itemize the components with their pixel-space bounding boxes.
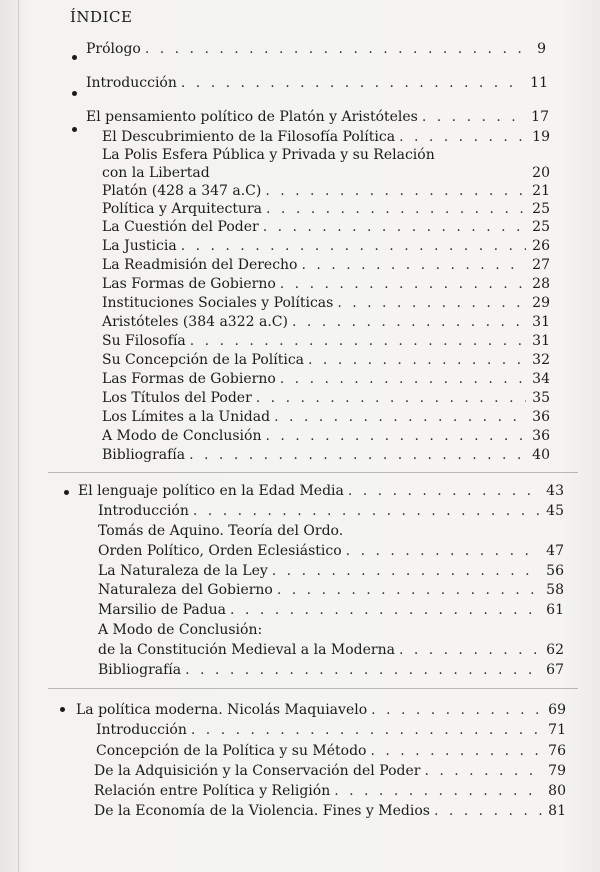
entry-page: 40 bbox=[532, 447, 550, 463]
entry-title: Prólogo bbox=[86, 41, 141, 57]
toc-subentry[interactable]: La Polis Esfera Pública y Privada y su Relación bbox=[102, 147, 435, 163]
toc-subentry[interactable] bbox=[102, 164, 550, 182]
entry-page: 34 bbox=[532, 371, 550, 387]
entry-title: De la Adquisición y la Conservación del Poder bbox=[94, 763, 421, 779]
bullet-icon bbox=[72, 127, 77, 132]
dot-leader bbox=[434, 802, 542, 820]
entry-title: Marsilio de Padua bbox=[98, 602, 227, 618]
entry-page: 45 bbox=[546, 503, 564, 519]
bullet-icon bbox=[60, 707, 65, 712]
dot-leader bbox=[399, 641, 540, 659]
toc-subentry[interactable] bbox=[96, 721, 566, 739]
toc-entry-introduccion[interactable] bbox=[86, 74, 548, 92]
toc-subentry[interactable] bbox=[98, 542, 564, 560]
entry-title: Aristóteles (384 a322 a.C) bbox=[102, 314, 288, 330]
toc-subentry[interactable] bbox=[98, 502, 564, 520]
entry-page: 36 bbox=[532, 428, 550, 444]
toc-subentry[interactable] bbox=[98, 661, 564, 679]
toc-subentry[interactable] bbox=[94, 802, 566, 820]
entry-page: 79 bbox=[548, 763, 566, 779]
entry-page: 17 bbox=[531, 109, 549, 125]
toc-subentry[interactable] bbox=[102, 294, 550, 312]
dot-leader bbox=[280, 275, 526, 293]
entry-page: 47 bbox=[546, 543, 564, 559]
entry-title: Introducción bbox=[86, 75, 177, 91]
dot-leader bbox=[424, 762, 542, 780]
entry-title: Naturaleza del Gobierno bbox=[98, 582, 273, 598]
dot-leader bbox=[337, 294, 526, 312]
toc-subentry[interactable]: Tomás de Aquino. Teoría del Ordo. bbox=[98, 523, 344, 539]
bullet-icon bbox=[64, 490, 69, 495]
entry-title: Orden Político, Orden Eclesiástico bbox=[98, 543, 342, 559]
entry-page: 20 bbox=[532, 165, 550, 181]
toc-subentry[interactable] bbox=[102, 313, 550, 331]
entry-title: Instituciones Sociales y Políticas bbox=[102, 295, 334, 311]
dot-leader bbox=[334, 782, 542, 800]
dot-leader bbox=[256, 389, 526, 407]
dot-leader bbox=[346, 542, 540, 560]
entry-page: 61 bbox=[546, 602, 564, 618]
entry-title: Concepción de la Política y su Método bbox=[96, 743, 367, 759]
entry-page: 11 bbox=[530, 75, 548, 91]
entry-title: El pensamiento político de Platón y Aristóteles bbox=[86, 109, 418, 125]
entry-title: Introducción bbox=[98, 503, 189, 519]
entry-page: 28 bbox=[532, 276, 550, 292]
entry-page: 31 bbox=[532, 333, 550, 349]
dot-leader bbox=[274, 408, 526, 426]
toc-subentry[interactable] bbox=[98, 581, 564, 599]
toc-subentry[interactable] bbox=[94, 782, 566, 800]
toc-subentry[interactable] bbox=[102, 408, 550, 426]
dot-leader bbox=[266, 200, 526, 218]
section-divider bbox=[48, 472, 578, 473]
toc-subentry[interactable] bbox=[102, 427, 550, 445]
entry-page: 32 bbox=[532, 352, 550, 368]
entry-title: La Naturaleza de la Ley bbox=[98, 563, 268, 579]
entry-page: 25 bbox=[532, 201, 550, 217]
entry-page: 69 bbox=[548, 702, 566, 718]
entry-page: 21 bbox=[532, 183, 550, 199]
dot-leader bbox=[371, 701, 542, 719]
entry-page: 25 bbox=[532, 219, 550, 235]
toc-subentry[interactable] bbox=[102, 237, 550, 255]
dot-leader bbox=[370, 742, 542, 760]
toc-subentry[interactable] bbox=[102, 446, 550, 464]
toc-subentry[interactable] bbox=[102, 200, 550, 218]
toc-subentry[interactable] bbox=[102, 332, 550, 350]
bullet-icon bbox=[72, 55, 77, 60]
entry-title: El lenguaje político en la Edad Media bbox=[78, 483, 344, 499]
dot-leader bbox=[272, 562, 540, 580]
entry-title: La Readmisión del Derecho bbox=[102, 257, 298, 273]
dot-leader bbox=[348, 482, 540, 500]
page-binding-edge bbox=[18, 0, 19, 872]
entry-title: Política y Arquitectura bbox=[102, 201, 263, 217]
toc-entry-platon-aristoteles[interactable] bbox=[86, 108, 549, 126]
dot-leader bbox=[422, 108, 525, 126]
toc-subentry[interactable] bbox=[102, 256, 550, 274]
toc-subentry[interactable] bbox=[102, 389, 550, 407]
dot-leader bbox=[265, 182, 526, 200]
entry-title: La política moderna. Nicolás Maquiavelo bbox=[76, 702, 368, 718]
dot-leader bbox=[399, 128, 526, 146]
entry-title: Relación entre Política y Religión bbox=[94, 783, 331, 799]
entry-title: El Descubrimiento de la Filosofía Política bbox=[102, 129, 396, 145]
dot-leader bbox=[277, 581, 540, 599]
toc-subentry[interactable] bbox=[98, 601, 564, 619]
entry-page: 9 bbox=[537, 41, 546, 57]
entry-page: 62 bbox=[546, 642, 564, 658]
toc-subentry[interactable] bbox=[94, 762, 566, 780]
entry-page: 76 bbox=[548, 743, 566, 759]
toc-entry-prologo[interactable] bbox=[86, 40, 546, 58]
dot-leader bbox=[185, 661, 540, 679]
entry-title: La Justicia bbox=[102, 238, 177, 254]
dot-leader bbox=[230, 601, 540, 619]
dot-leader bbox=[308, 351, 526, 369]
entry-title: Su Filosofía bbox=[102, 333, 186, 349]
dot-leader bbox=[191, 721, 542, 739]
dot-leader bbox=[145, 40, 522, 58]
entry-page: 31 bbox=[532, 314, 550, 330]
toc-entry-edad-media[interactable] bbox=[78, 482, 564, 500]
entry-title: La Cuestión del Poder bbox=[102, 219, 259, 235]
toc-subentry[interactable] bbox=[96, 742, 566, 760]
entry-page: 26 bbox=[532, 238, 550, 254]
toc-entry-maquiavelo[interactable] bbox=[76, 701, 566, 719]
entry-title: Las Formas de Gobierno bbox=[102, 276, 276, 292]
dot-leader bbox=[302, 256, 527, 274]
toc-heading: ÍNDICE bbox=[70, 8, 133, 26]
entry-page: 19 bbox=[532, 129, 550, 145]
entry-title: Bibliografía bbox=[98, 662, 182, 678]
toc-subentry[interactable] bbox=[102, 182, 550, 200]
dot-leader bbox=[265, 427, 526, 445]
dot-leader bbox=[189, 446, 526, 464]
toc-subentry[interactable] bbox=[102, 218, 550, 236]
entry-page: 43 bbox=[546, 483, 564, 499]
entry-title: Platón (428 a 347 a.C) bbox=[102, 183, 262, 199]
toc-subentry[interactable] bbox=[102, 370, 550, 388]
toc-subentry[interactable] bbox=[102, 351, 550, 369]
dot-leader bbox=[181, 237, 526, 255]
entry-page: 35 bbox=[532, 390, 550, 406]
entry-title: A Modo de Conclusión bbox=[102, 428, 262, 444]
dot-leader bbox=[193, 502, 540, 520]
toc-subentry[interactable]: A Modo de Conclusión: bbox=[98, 622, 263, 638]
entry-page: 27 bbox=[532, 257, 550, 273]
entry-title: Los Límites a la Unidad bbox=[102, 409, 271, 425]
entry-page: 29 bbox=[532, 295, 550, 311]
entry-title: Su Concepción de la Política bbox=[102, 352, 305, 368]
entry-page: 81 bbox=[548, 803, 566, 819]
entry-title: Bibliografía bbox=[102, 447, 186, 463]
dot-leader bbox=[280, 370, 526, 388]
toc-subentry[interactable] bbox=[98, 562, 564, 580]
entry-title: De la Economía de la Violencia. Fines y Medios bbox=[94, 803, 430, 819]
entry-page: 56 bbox=[546, 563, 564, 579]
entry-title: Los Títulos del Poder bbox=[102, 390, 252, 406]
entry-title: Introducción bbox=[96, 722, 187, 738]
dot-leader bbox=[190, 332, 526, 350]
entry-title: de la Constitución Medieval a la Moderna bbox=[98, 642, 395, 658]
dot-leader bbox=[292, 313, 526, 331]
toc-subentry[interactable] bbox=[102, 275, 550, 293]
toc-subentry[interactable] bbox=[102, 128, 550, 146]
dot-leader bbox=[263, 218, 526, 236]
toc-subentry[interactable] bbox=[98, 641, 564, 659]
entry-page: 71 bbox=[548, 722, 566, 738]
entry-page: 67 bbox=[546, 662, 564, 678]
entry-title: Las Formas de Gobierno bbox=[102, 371, 276, 387]
entry-title: con la Libertad bbox=[102, 165, 210, 181]
dot-leader bbox=[181, 74, 524, 92]
bullet-icon bbox=[72, 91, 77, 96]
section-divider bbox=[48, 688, 578, 689]
entry-page: 36 bbox=[532, 409, 550, 425]
entry-page: 80 bbox=[548, 783, 566, 799]
entry-page: 58 bbox=[546, 582, 564, 598]
